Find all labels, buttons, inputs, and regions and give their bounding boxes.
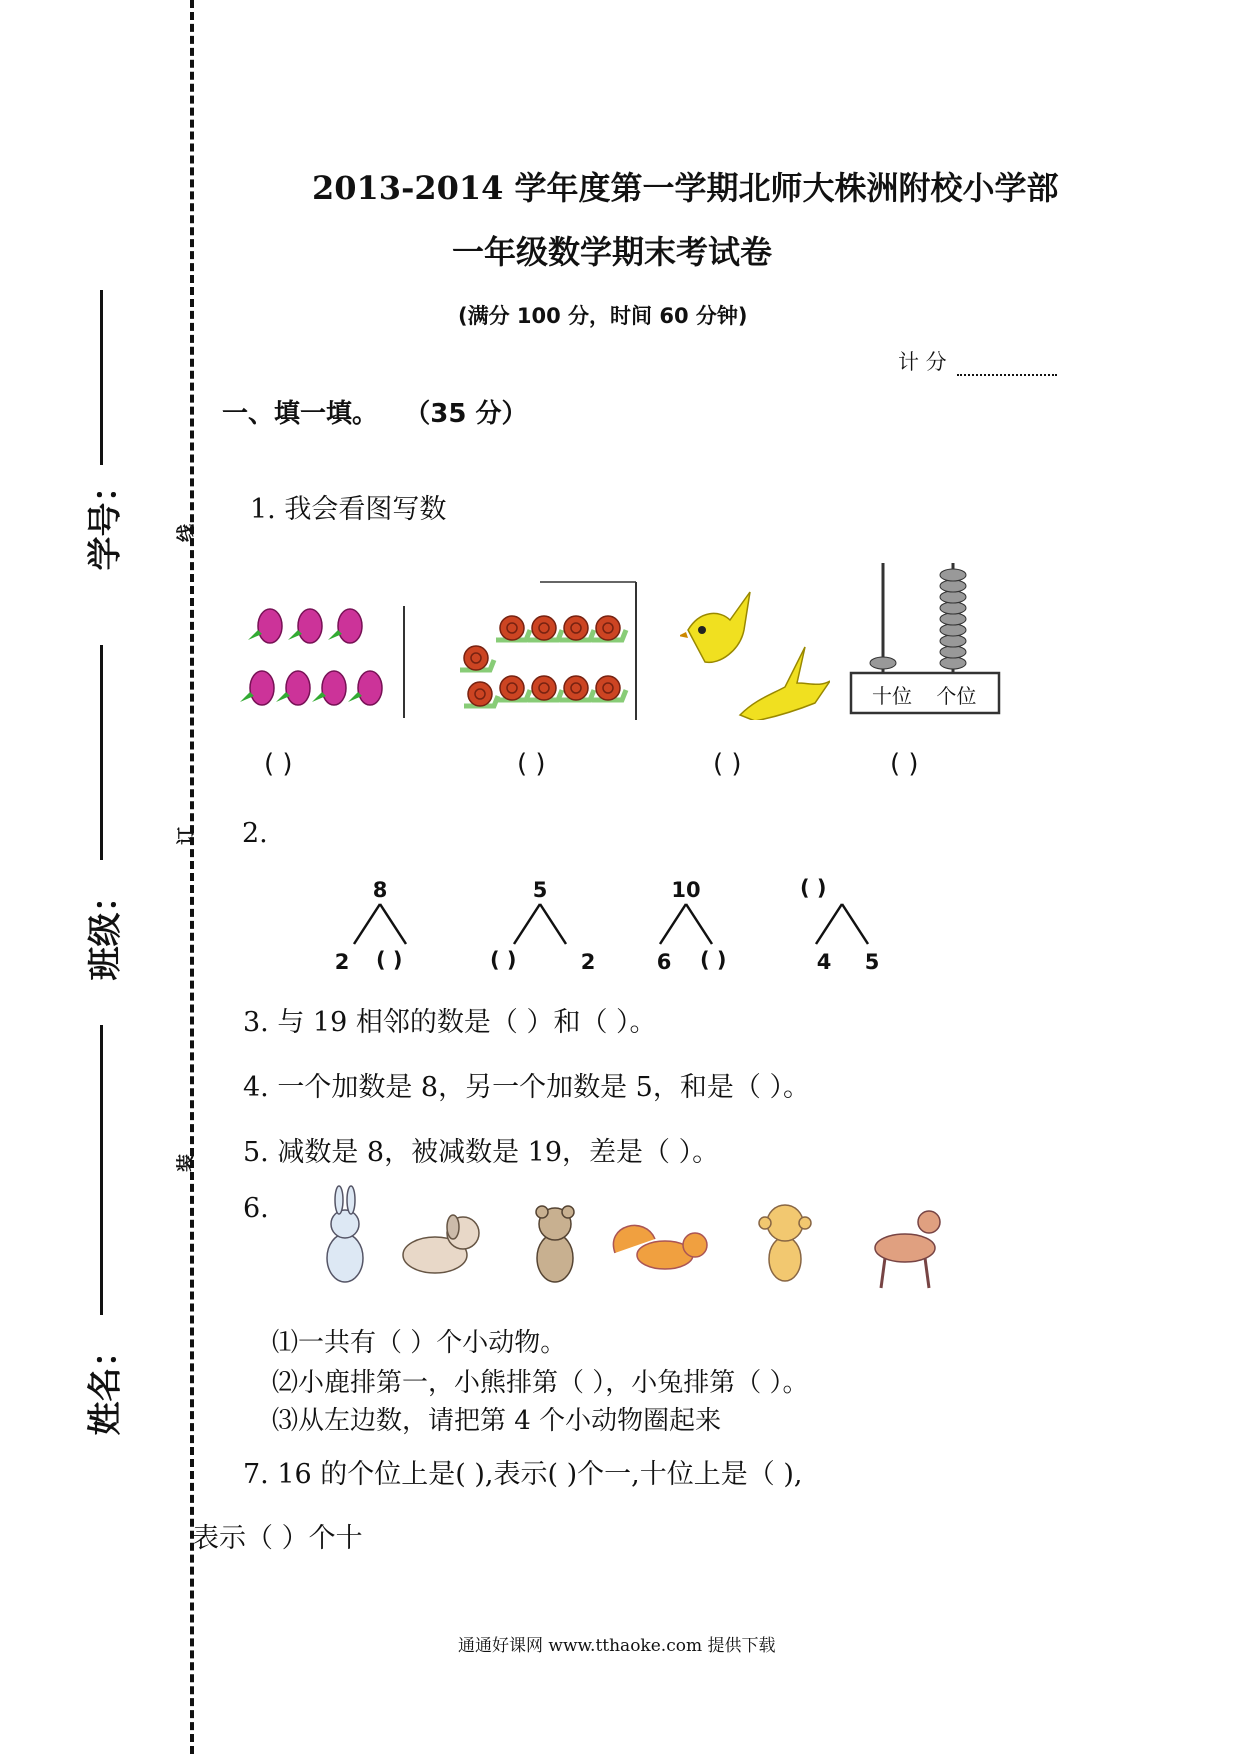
score-box (898, 346, 1057, 376)
bird-icon (740, 647, 830, 720)
page-footer: 通通好课网 www.tthaoke.com 提供下载 (458, 1636, 776, 1656)
name-underline (100, 1025, 103, 1315)
question-3-text: 3. 与 19 相邻的数是（ ）和（ ）。 (243, 1007, 657, 1038)
flower-icon (312, 671, 346, 705)
flower-icon (276, 671, 310, 705)
q2-tree3-top: 10 (671, 878, 701, 902)
margin-mark-bind: 订 (176, 827, 197, 845)
flower-icon (348, 671, 382, 705)
question-6-number: 6. (243, 1193, 269, 1224)
birds-picture (680, 590, 830, 720)
question-6-part-1: ⑴一共有（ ）个小动物。 (272, 1328, 567, 1358)
class-label: 班级： (85, 878, 126, 981)
rabbit-icon (327, 1186, 363, 1282)
q2-tree3-left: 6 (656, 950, 672, 974)
section1-points: （35 分） (404, 399, 528, 429)
class-underline (100, 645, 103, 860)
question-7-line-2: 表示（ ）个十 (192, 1523, 363, 1554)
question-6-part-2: ⑵小鹿排第一，小熊排第（ ），小兔排第（ ）。 (272, 1368, 809, 1398)
abacus-bead (940, 602, 966, 614)
monkey-icon (759, 1205, 811, 1281)
flower-icon (288, 609, 322, 643)
q2-tree-branches (330, 900, 890, 950)
abacus-bead (940, 624, 966, 636)
abacus-bead (940, 657, 966, 669)
q1-answer-blank-3[interactable]: ( ) (713, 749, 742, 779)
margin-mark-line: 线 (176, 524, 197, 542)
abacus-bead (940, 613, 966, 625)
id-underline (100, 290, 103, 465)
q2-tree1-top: 8 (372, 878, 388, 902)
question-1-text: 1. 我会看图写数 (250, 494, 447, 525)
score-label: 计 分 (898, 350, 947, 374)
q2-tree4-left: 4 (816, 950, 832, 974)
abacus-ones-label: 个位 (936, 684, 977, 708)
bear-icon (536, 1206, 574, 1282)
snail-icon (464, 682, 498, 706)
q2-tree2-right: 2 (580, 950, 596, 974)
exam-title-line1: 2013-2014 学年度第一学期北师大株洲附校小学部 (312, 169, 1059, 207)
squirrel-icon (613, 1225, 707, 1269)
exam-title-line2: 一年级数学期末考试卷 (452, 233, 773, 271)
bird-icon (680, 592, 750, 662)
snail-icon (560, 616, 594, 640)
abacus-bead (940, 569, 966, 581)
abacus-bead (940, 591, 966, 603)
question-5-text: 5. 减数是 8，被减数是 19，差是（ ）。 (243, 1137, 720, 1168)
score-blank[interactable] (957, 350, 1057, 376)
q1-answer-blank-4[interactable]: ( ) (890, 749, 919, 779)
name-label: 姓名： (85, 1333, 126, 1436)
question-2-number: 2. (242, 818, 268, 849)
abacus-bead (870, 657, 896, 669)
abacus-bead (940, 635, 966, 647)
question-6-part-3: ⑶从左边数，请把第 4 个小动物圈起来 (272, 1406, 722, 1436)
snail-icon (592, 616, 626, 640)
abacus-bead (940, 646, 966, 658)
section1-heading (222, 393, 528, 430)
flowers-picture (240, 598, 410, 723)
section1-title: 一、填一填。 (222, 399, 379, 429)
margin-mark-pack: 装 (176, 1154, 197, 1172)
snail-icon (496, 676, 530, 700)
q2-tree4-right: 5 (864, 950, 880, 974)
question-7-line-1: 7. 16 的个位上是( ),表示( )个一,十位上是（ ), (243, 1459, 803, 1490)
q1-answer-blank-1[interactable]: ( ) (264, 749, 293, 779)
snail-icon (496, 616, 530, 640)
q2-tree1-left: 2 (334, 950, 350, 974)
snail-icon (592, 676, 626, 700)
q2-tree1-right-blank[interactable]: ( ) (376, 948, 403, 972)
abacus-bead (940, 580, 966, 592)
snail-icon (560, 676, 594, 700)
flower-icon (248, 609, 282, 643)
exam-subtitle: (满分 100 分，时间 60 分钟) (458, 304, 748, 328)
q1-answer-blank-2[interactable]: ( ) (517, 749, 546, 779)
binding-dashed-line (190, 0, 194, 1754)
animals-picture (305, 1185, 965, 1295)
abacus-labels (872, 680, 976, 709)
snails-picture (450, 580, 640, 720)
q2-tree2-top: 5 (532, 878, 548, 902)
flower-icon (240, 671, 274, 705)
q2-tree2-left-blank[interactable]: ( ) (490, 948, 517, 972)
flower-icon (328, 609, 362, 643)
q2-tree3-right-blank[interactable]: ( ) (700, 948, 727, 972)
snail-icon (528, 676, 562, 700)
question-4-text: 4. 一个加数是 8，另一个加数是 5，和是（ ）。 (243, 1072, 810, 1103)
snail-icon (528, 616, 562, 640)
abacus-tens-label: 十位 (872, 684, 912, 708)
student-id-label: 学号： (85, 468, 126, 571)
deer-icon (875, 1211, 940, 1288)
snail-icon (460, 646, 494, 670)
q2-tree4-top-blank[interactable]: ( ) (800, 876, 827, 900)
dog-icon (403, 1215, 479, 1273)
